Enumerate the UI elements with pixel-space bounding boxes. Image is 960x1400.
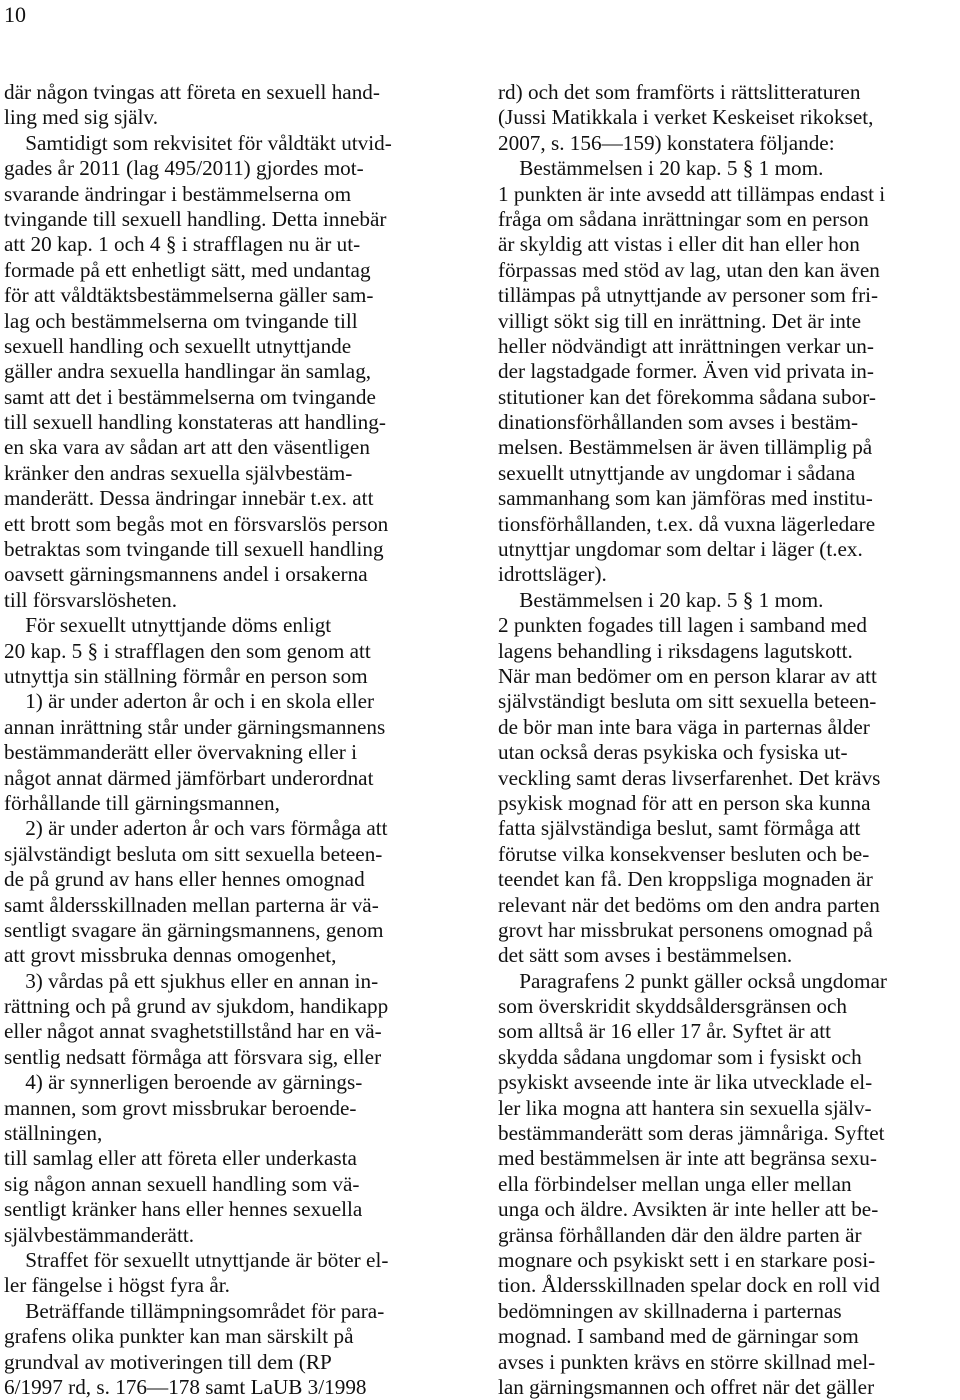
text-line: mannen, som grovt missbrukar beroende- <box>4 1095 357 1120</box>
text-line: manderätt. Dessa ändringar innebär t.ex. att <box>4 486 374 511</box>
text-line: Bestämmelsen i 20 kap. 5 § 1 mom. <box>498 587 824 612</box>
text-line: 2007, s. 156—159) konstatera följande: <box>498 130 835 155</box>
text-line: 2) är under aderton år och vars förmåga att <box>4 816 388 841</box>
text-line: heller nödvändigt att inrättningen verkar un- <box>498 333 874 358</box>
text-line: kränker den andras sexuella självbestäm- <box>4 460 353 485</box>
text-line: ling med sig själv. <box>4 105 158 130</box>
text-line: utnyttja sin ställning förmår en person som <box>4 663 368 688</box>
text-line: formade på ett enhetligt sätt, med undantag <box>4 257 371 282</box>
text-line: med bestämmelsen är inte att begränsa sexu- <box>498 1146 877 1171</box>
text-line: gränsa förhållanden där den äldre parten är <box>498 1222 862 1247</box>
text-line: till sexuell handling konstateras att handling- <box>4 410 386 435</box>
text-line: idrottsläger). <box>498 562 607 587</box>
text-line: ställningen, <box>4 1121 103 1146</box>
text-line: teendet kan få. Den kroppsliga mognaden är <box>498 867 873 892</box>
text-line: mognad. I samband med de gärningar som <box>498 1324 859 1349</box>
text-line: sexuell handling och sexuellt utnyttjande <box>4 333 352 358</box>
text-line: Straffet för sexuellt utnyttjande är böter el- <box>4 1247 389 1272</box>
text-line: som överskridit skyddsåldersgränsen och <box>498 994 847 1019</box>
text-line: gades år 2011 (lag 495/2011) gjordes mot- <box>4 156 364 181</box>
text-line: fatta självständiga beslut, samt förmåga att <box>498 816 861 841</box>
text-line: unga och äldre. Avsikten är inte heller att be- <box>498 1197 879 1222</box>
text-line: Bestämmelsen i 20 kap. 5 § 1 mom. <box>498 156 824 181</box>
text-line: tion. Åldersskillnaden spelar dock en roll vid <box>498 1273 880 1298</box>
text-line: mognare och psykiskt sett i en starkare posi- <box>498 1247 876 1272</box>
text-line: För sexuellt utnyttjande döms enligt <box>4 613 332 638</box>
text-line: till försvarslösheten. <box>4 587 177 612</box>
text-line: skydda sådana ungdomar som i fysiskt och <box>498 1044 862 1069</box>
text-line: villigt sökt sig till en inrättning. Det är inte <box>498 308 862 333</box>
text-line: till samlag eller att företa eller underkasta <box>4 1146 357 1171</box>
text-line: förpassas med stöd av lag, utan den kan även <box>498 257 880 282</box>
text-line: tillämpas på utnyttjande av personer som fri- <box>498 283 879 308</box>
left-text-column <box>4 80 462 1400</box>
text-line: bestämmanderätt eller övervakning eller i <box>4 740 357 765</box>
text-line: att 20 kap. 1 och 4 § i strafflagen nu är ut- <box>4 232 361 257</box>
text-line: grafens olika punkter kan man särskilt på <box>4 1324 354 1349</box>
text-line: tionsförhållanden, t.ex. då vuxna lägerledare <box>498 511 876 536</box>
text-line: de på grund av hans eller hennes omognad <box>4 867 365 892</box>
text-line: där någon tvingas att företa en sexuell hand- <box>4 80 380 104</box>
text-line: psykiskt avseende inte är lika utvecklade el- <box>498 1070 873 1095</box>
text-line: något annat därmed jämförbart underordnat <box>4 765 374 790</box>
text-line: betraktas som tvingande till sexuell handling <box>4 537 384 562</box>
text-line: stitutioner kan det förekomma sådana subor- <box>498 384 876 409</box>
text-line: som alltså är 16 eller 17 år. Syftet är att <box>498 1019 832 1044</box>
text-line: 1) är under aderton år och i en skola eller <box>4 689 375 714</box>
text-line: relevant när det bedöms om den andra parten <box>498 892 880 917</box>
text-line: eller något annat svaghetstillstånd har en vä- <box>4 1019 382 1044</box>
text-line: självständigt besluta om sitt sexuella beteen- <box>498 689 877 714</box>
text-line: Beträffande tillämpningsområdet för para- <box>4 1298 385 1323</box>
text-line: melsen. Bestämmelsen är även tillämplig på <box>498 435 873 460</box>
text-line: der lagstadgade former. Även vid privata in- <box>498 359 874 384</box>
text-line: svarande ändringar i bestämmelserna om <box>4 181 352 206</box>
text-line: gäller andra sexuella handlingar än samlag, <box>4 359 372 384</box>
text-line: annan inrättning står under gärningsmannens <box>4 714 386 739</box>
text-line: förhållande till gärningsmannen, <box>4 790 280 815</box>
text-line: ella förbindelser mellan unga eller mellan <box>498 1171 852 1196</box>
text-line: (Jussi Matikkala i verket Keskeiset rikokset, <box>498 105 874 130</box>
text-line: Samtidigt som rekvisitet för våldtäkt utvid- <box>4 130 392 155</box>
text-line: ett brott som begås mot en försvarslös person <box>4 511 389 536</box>
text-line: 6/1997 rd, s. 176—178 samt LaUB 3/1998 <box>4 1374 367 1399</box>
text-line: När man bedömer om en person klarar av att <box>498 663 877 688</box>
text-line: 1 punkten är inte avsedd att tillämpas endast i <box>498 181 886 206</box>
text-line: 20 kap. 5 § i strafflagen den som genom att <box>4 638 371 663</box>
text-line: rättning och på grund av sjukdom, handikapp <box>4 994 389 1019</box>
text-line: sexuellt utnyttjande av ungdomar i sådana <box>498 460 856 485</box>
text-line: 2 punkten fogades till lagen i samband med <box>498 613 867 638</box>
text-line: grovt har missbrukat personens omognad på <box>498 917 873 942</box>
text-line: 4) är synnerligen beroende av gärnings- <box>4 1070 363 1095</box>
text-line: för att våldtäktsbestämmelserna gäller sam- <box>4 283 374 308</box>
text-line: lagens behandling i riksdagens lagutskott. <box>498 638 853 663</box>
text-line: sentlig nedsatt förmåga att försvara sig, eller <box>4 1044 382 1069</box>
text-line: sentligt kränker hans eller hennes sexuella <box>4 1197 363 1222</box>
text-line: självständigt besluta om sitt sexuella beteen- <box>4 841 383 866</box>
text-line: ler lika mogna att hantera sin sexuella själv- <box>498 1095 872 1120</box>
text-line: Paragrafens 2 punkt gäller också ungdomar <box>498 968 887 993</box>
text-line: det sätt som avses i bestämmelsen. <box>498 943 793 968</box>
text-line: sentligt svagare än gärningsmannens, genom <box>4 917 384 942</box>
text-line: självbestämmanderätt. <box>4 1222 195 1247</box>
right-text-column <box>498 80 956 1400</box>
text-line: samt åldersskillnaden mellan parterna är vä- <box>4 892 379 917</box>
text-line: förutse vilka konsekvenser besluten och be- <box>498 841 870 866</box>
text-line: en ska vara av sådan art att den väsentligen <box>4 435 370 460</box>
text-line: grundval av motiveringen till dem (RP <box>4 1349 332 1374</box>
text-line: avses i punkten krävs en större skillnad mel- <box>498 1349 876 1374</box>
text-line: psykisk mognad för att en person ska kunna <box>498 790 871 815</box>
text-line: veckling samt deras livserfarenhet. Det krävs <box>498 765 881 790</box>
text-line: sammanhang som kan jämföras med institu- <box>498 486 873 511</box>
text-line: de bör man inte bara väga in parternas ålder <box>498 714 870 739</box>
text-line: samt att det i bestämmelserna om tvingande <box>4 384 376 409</box>
text-line: utnyttjar ungdomar som deltar i läger (t.ex. <box>498 537 863 562</box>
text-line: lag och bestämmelserna om tvingande till <box>4 308 358 333</box>
page-number: 10 <box>4 2 26 27</box>
text-line: dinationsförhållanden som avses i bestäm- <box>498 410 859 435</box>
text-line: bedömningen av skillnaderna i parternas <box>498 1298 842 1323</box>
text-line: oavsett gärningsmannens andel i orsakerna <box>4 562 368 587</box>
text-line: fråga om sådana inrättningar som en person <box>498 206 869 231</box>
text-line: utan också deras psykiska och fysiska ut- <box>498 740 848 765</box>
text-line: ler fängelse i högst fyra år. <box>4 1273 230 1298</box>
text-line: lan gärningsmannen och offret när det gäller <box>498 1374 875 1399</box>
text-line: rd) och det som framförts i rättslitteraturen <box>498 80 861 104</box>
text-line: tvingande till sexuell handling. Detta innebär <box>4 206 387 231</box>
text-line: 3) vårdas på ett sjukhus eller en annan in- <box>4 968 379 993</box>
text-line: är skyldig att vistas i eller dit han eller hon <box>498 232 860 257</box>
text-line: bestämmanderätt som deras jämnåriga. Syftet <box>498 1121 885 1146</box>
text-line: att grovt missbruka dennas omogenhet, <box>4 943 337 968</box>
text-line: sig någon annan sexuell handling som vä- <box>4 1171 360 1196</box>
